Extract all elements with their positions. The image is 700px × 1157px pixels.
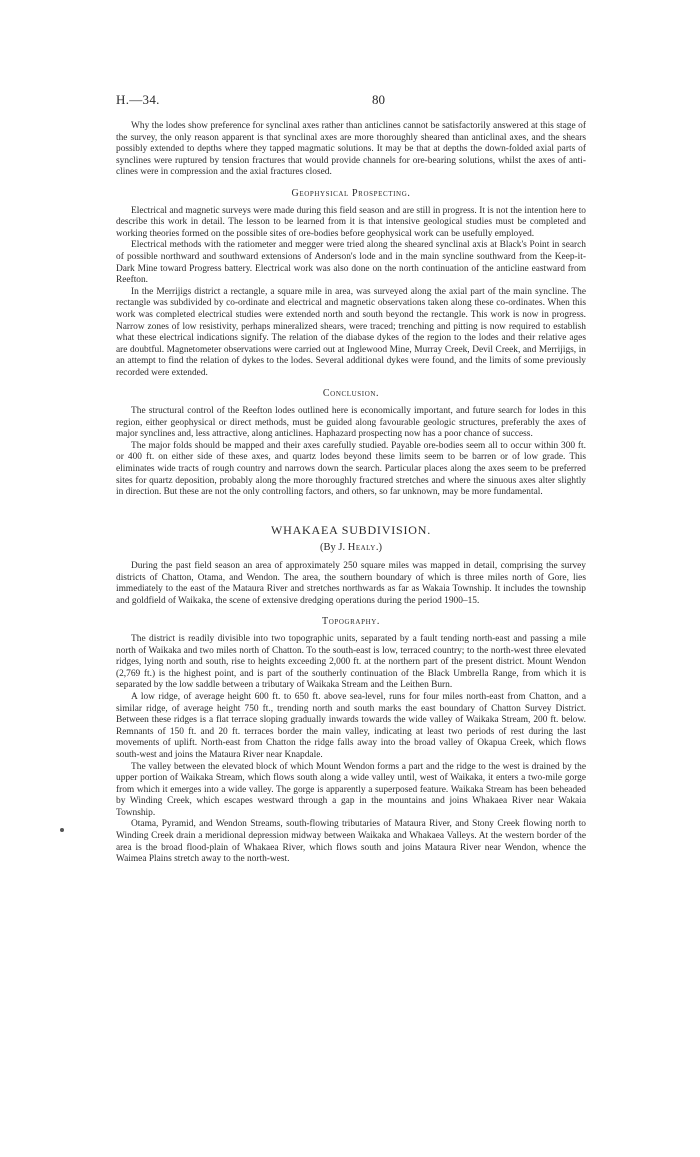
page-number: 80 [372, 92, 385, 107]
section-heading-topography: Topography. [322, 616, 380, 628]
conclusion-paragraph-1: The structural control of the Reefton lodes outlined here is economically important, and future search for lodes in this region, either geophysical or direct methods, must be guided along favourable geologic structures, preferably the axes of major synclines and, less attractive, along anticlines. Haphazard prospecting now has a poor chance of success. [116, 406, 586, 440]
topography-paragraph-2: A low ridge, of average height 600 ft. to 650 ft. above sea-level, runs for four miles north-east from Chatton, and a similar ridge, of average height 750 ft., trending north and south marks the east boundary of Chatton Survey District. Between these ridges is a flat terrace sloping gradually inwards towards the wide valley of Waikaka Stream, 200 ft. below. Remnants of 150 ft. and 20 ft. terraces border the main valley, indicating at least two periods of rest during the last movements of uplift. North-east from Chatton the ridge falls away into the broad valley of Okapua Creek, which flows south-west and joins the Mataura River near Knapdale. [116, 691, 586, 760]
running-header [116, 92, 586, 110]
margin-mark [60, 828, 64, 832]
body-text [116, 121, 586, 866]
topography-paragraph-1: The district is readily divisible into two topographic units, separated by a fault tending north-east and passing a mile north of Waikaka and two miles north of Chatton. To the south-east is low, terraced country; to the north-west three elevated ridges, lying north and south, rise to heights exceeding 2,000 ft. at the northern part of the present district. Mount Wendon (2,769 ft.) is the highest point, and is part of the southerly continuation of the Black Umbrella Range, from which it is separated by the low saddle between a tributary of Waikaka Stream and the Leithen Burn. [116, 633, 586, 691]
report-reference: H.—34. [116, 92, 160, 107]
topography-paragraph-3: The valley between the elevated block of which Mount Wendon forms a part and the ridge to the west is drained by the upper portion of Waikaka Stream, which flows south along a wide valley until, west of Waikaka, it enters a two-mile gorge from which it emerges into a wide valley. The gorge is apparently a superposed feature. Waikaka Stream has been beheaded by Winding Creek, which escapes westward through a gap in the mountains and joins Whakaea River near Wakaia Township. [116, 761, 586, 818]
author-byline [116, 542, 586, 554]
byline-author-name: Healy [347, 542, 376, 554]
topography-paragraph-4: Otama, Pyramid, and Wendon Streams, south-flowing tributaries of Mataura River, and Stony Creek flowing north to Winding Creek drain a meridional depression midway between Waikaka and Whakaea Valleys. At the western border of the area is the broad flood-plain of Whakaea River, which flows south and joins Mataura River near Wendon, whence the Waimea Plains stretch away to the north-west. [116, 819, 586, 865]
subdivision-title: WHAKAEA SUBDIVISION. [271, 522, 431, 537]
geophysical-paragraph-2: Electrical methods with the ratiometer and megger were tried along the sheared synclinal axis at Black's Point in search of possible northward and southward extensions of Anderson's lode and in the main syncline southward from the Keep-it-Dark Mine toward Progress battery. Electrical work was also done on the north continuation of the anticline eastward from Reefton. [116, 240, 586, 286]
intro-paragraph: Why the lodes show preference for synclinal axes rather than anticlines cannot be satisfactorily answered at this stage of the survey, the only reason apparent is that synclinal axes are more thoroughly sheared than anticlinal axes, and the shears possibly extended to depths where they tapped magmatic solutions. It may be that at depths the down-folded axial parts of synclines were ruptured by tension fractures that would provide channels for ore-bearing solutions, whilst the axes of anti-clines were in compression and the axial fractures closed. [116, 121, 586, 178]
whakaea-intro-paragraph: During the past field season an area of approximately 250 square miles was mapped in detail, comprising the survey districts of Chatton, Otama, and Wendon. The area, the southern boundary of which is three miles north of Gore, lies immediately to the east of the Mataura River and stretches northwards as far as Wakaia Township. It includes the township and goldfield of Waikaka, the scene of extensive dredging operations during the period 1900–15. [116, 561, 586, 606]
byline-suffix: .) [375, 542, 382, 554]
geophysical-paragraph-3: In the Merrijigs district a rectangle, a square mile in area, was surveyed along the axial part of the main syncline. The rectangle was subdivided by co-ordinate and electrical and magnetic observations taken along these co-ordinates. When this work was completed electrical studies were extended north and south beyond the rectangle. This work is now in progress. Narrow zones of low resistivity, perhaps mineralized shears, were traced; trenching and pitting is now required to establish what these electrical indications signify. The relation of the diabase dykes of the region to the lodes and their relative ages are doubtful. Magnetometer observations were carried out at Inglewood Mine, Murray Creek, Devil Creek, and Merrijigs, in an attempt to find the relation of dykes to the lodes. Several additional dykes were found, and the limits of some previously recorded were extended. [116, 286, 586, 378]
conclusion-paragraph-2: The major folds should be mapped and their axes carefully studied. Payable ore-bodies seem all to occur within 300 ft. or 400 ft. on either side of these axes, and quartz lodes beyond these limits seem to be barren or of low grade. This eliminates wide tracts of rough country and narrows down the search. Particular places along the axes seem to be preferred sites for quartz deposition, probably along the more thoroughly fractured stretches and where the sinuous axes alter slightly in direction. But these are not the only controlling factors, and others, so far unknown, may be more fundamental. [116, 440, 586, 498]
geophysical-paragraph-1: Electrical and magnetic surveys were made during this field season and are still in progress. It is not the intention here to describe this work in detail. The lesson to be learned from it is that intensive geological studies must be completed and working theories formed on the possible sites of ore-bodies before geophysical work can be usefully employed. [116, 205, 586, 239]
section-heading-conclusion: Conclusion. [322, 388, 380, 400]
byline-prefix: (By J. [320, 542, 348, 554]
section-heading-geophysical: Geophysical Prospecting. [291, 187, 411, 199]
